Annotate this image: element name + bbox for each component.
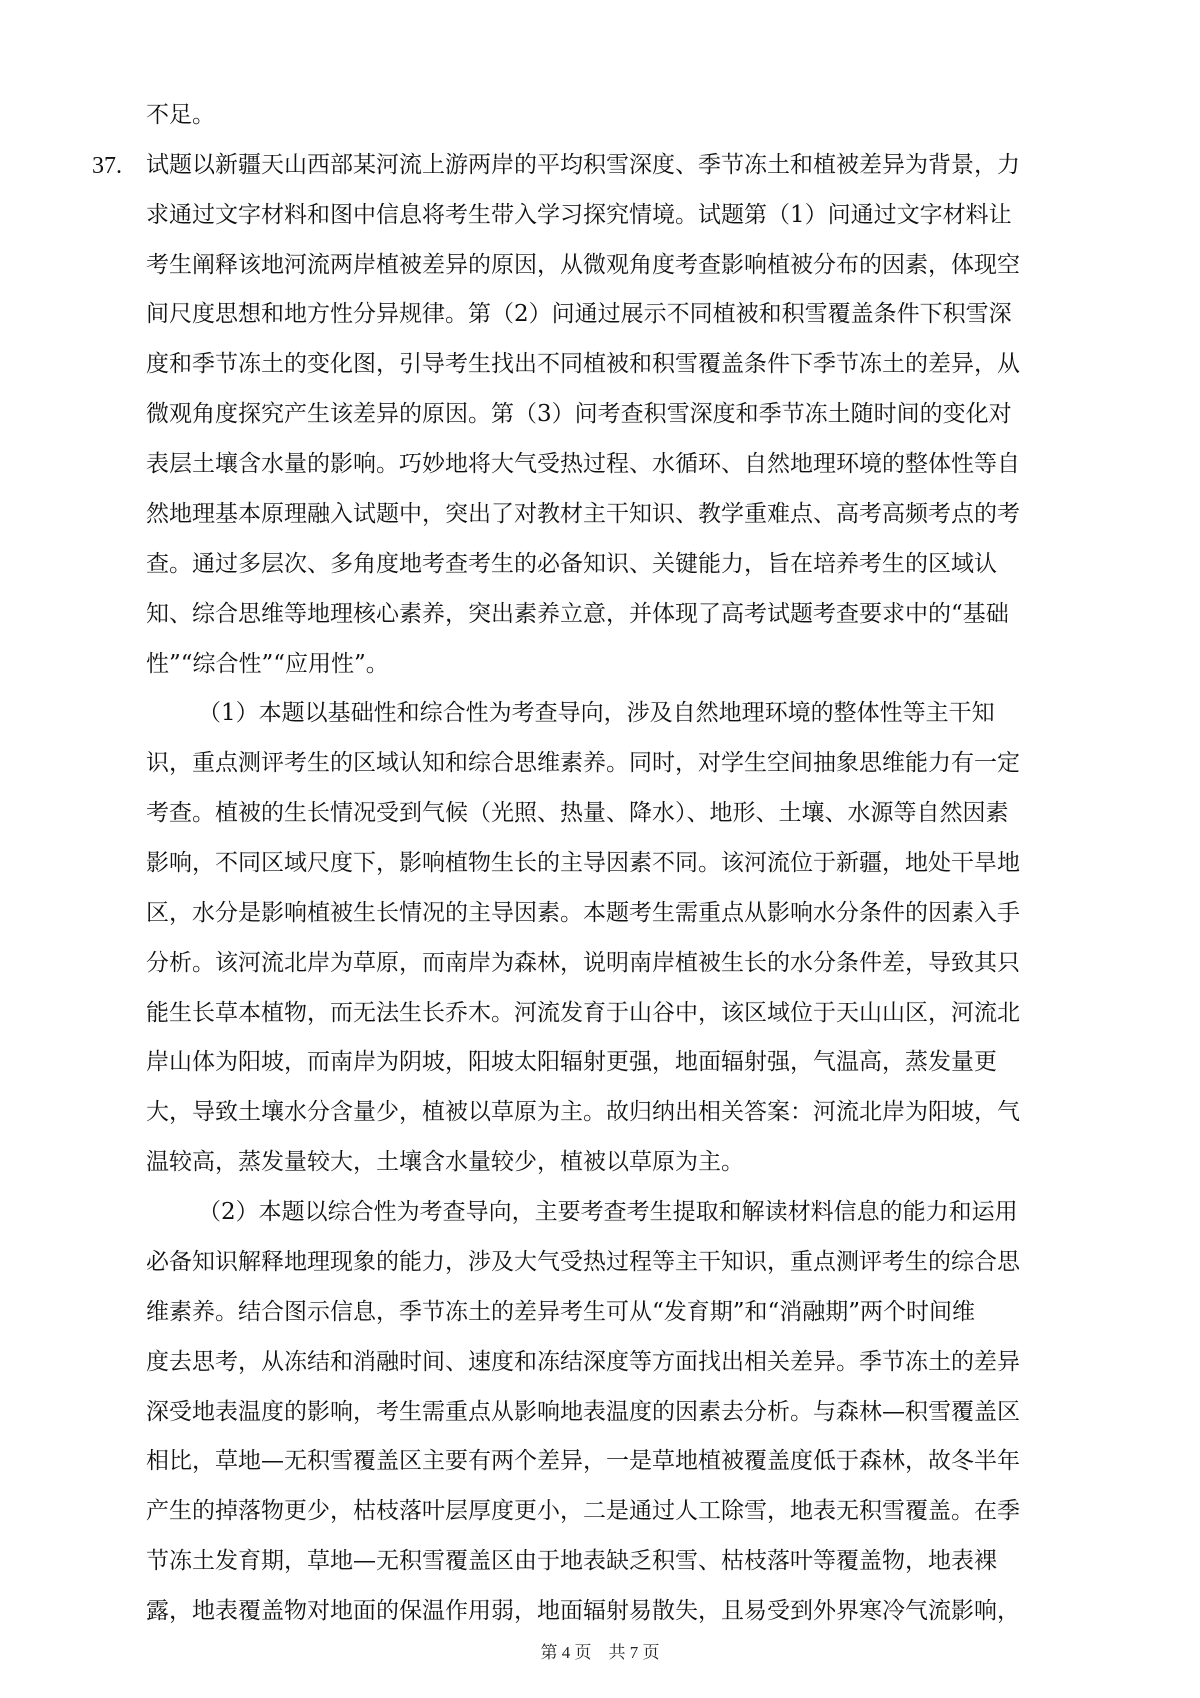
text-line: 能生长草本植物，而无法生长乔木。河流发育于山谷中，该区域位于天山山区，河流北 [146, 1000, 1020, 1026]
text-line: 性”“综合性”“应用性”。 [146, 651, 389, 677]
text-line: （2）本题以综合性为考查导向，主要考查考生提取和解读材料信息的能力和运用 [198, 1199, 1018, 1225]
text-line: 试题以新疆天山西部某河流上游两岸的平均积雪深度、季节冻土和植被差异为背景，力 [146, 152, 1020, 178]
text-line: 维素养。结合图示信息，季节冻土的差异考生可从“发育期”和“消融期”两个时间维 [146, 1299, 976, 1325]
text-line: 露，地表覆盖物对地面的保温作用弱，地面辐射易散失，且易受到外界寒冷气流影响， [146, 1598, 1020, 1624]
text-line: 知、综合思维等地理核心素养，突出素养立意，并体现了高考试题考查要求中的“基础 [146, 601, 1009, 627]
text-line: 度和季节冻土的变化图，引导考生找出不同植被和积雪覆盖条件下季节冻土的差异，从 [146, 351, 1020, 377]
text-line: 大，导致土壤水分含量少，植被以草原为主。故归纳出相关答案：河流北岸为阳坡，气 [146, 1099, 1020, 1125]
page-footer: 第 4 页 共 7 页 [540, 1643, 660, 1662]
question-number: 37. [92, 153, 122, 179]
text-line: 温较高，蒸发量较大，土壤含水量较少，植被以草原为主。 [146, 1149, 744, 1175]
text-line: 求通过文字材料和图中信息将考生带入学习探究情境。试题第（1）问通过文字材料让 [146, 202, 1012, 228]
text-line: 产生的掉落物更少，枯枝落叶层厚度更小，二是通过人工除雪，地表无积雪覆盖。在季 [146, 1498, 1020, 1524]
text-line: 微观角度探究产生该差异的原因。第（3）问考查积雪深度和季节冻土随时间的变化对 [146, 401, 1012, 427]
text-line: 深受地表温度的影响，考生需重点从影响地表温度的因素去分析。与森林—积雪覆盖区 [146, 1399, 1020, 1425]
text-line: 影响，不同区域尺度下，影响植物生长的主导因素不同。该河流位于新疆，地处干旱地 [146, 850, 1020, 876]
text-line: 识，重点测评考生的区域认知和综合思维素养。同时，对学生空间抽象思维能力有一定 [146, 750, 1020, 776]
text-line: 不足。 [146, 102, 215, 128]
text-line: 间尺度思想和地方性分异规律。第（2）问通过展示不同植被和积雪覆盖条件下积雪深 [146, 301, 1012, 327]
text-line: 节冻土发育期，草地—无积雪覆盖区由于地表缺乏积雪、枯枝落叶等覆盖物，地表裸 [146, 1548, 997, 1574]
text-line: 区，水分是影响植被生长情况的主导因素。本题考生需重点从影响水分条件的因素入手 [146, 900, 1020, 926]
text-line: 表层土壤含水量的影响。巧妙地将大气受热过程、水循环、自然地理环境的整体性等自 [146, 451, 1020, 477]
text-line: 查。通过多层次、多角度地考查考生的必备知识、关键能力，旨在培养考生的区域认 [146, 551, 997, 577]
text-line: （1）本题以基础性和综合性为考查导向，涉及自然地理环境的整体性等主干知 [198, 700, 995, 726]
text-line: 考生阐释该地河流两岸植被差异的原因，从微观角度考查影响植被分布的因素，体现空 [146, 252, 1020, 278]
text-line: 考查。植被的生长情况受到气候（光照、热量、降水）、地形、土壤、水源等自然因素 [146, 800, 1009, 826]
text-line: 相比，草地—无积雪覆盖区主要有两个差异，一是草地植被覆盖度低于森林，故冬半年 [146, 1448, 1020, 1474]
text-line: 度去思考，从冻结和消融时间、速度和冻结深度等方面找出相关差异。季节冻土的差异 [146, 1349, 1020, 1375]
text-line: 岸山体为阳坡，而南岸为阴坡，阳坡太阳辐射更强，地面辐射强，气温高，蒸发量更 [146, 1049, 997, 1075]
text-line: 必备知识解释地理现象的能力，涉及大气受热过程等主干知识，重点测评考生的综合思 [146, 1249, 1020, 1275]
text-line: 然地理基本原理融入试题中，突出了对教材主干知识、教学重难点、高考高频考点的考 [146, 501, 1020, 527]
text-line: 分析。该河流北岸为草原，而南岸为森林，说明南岸植被生长的水分条件差，导致其只 [146, 950, 1020, 976]
